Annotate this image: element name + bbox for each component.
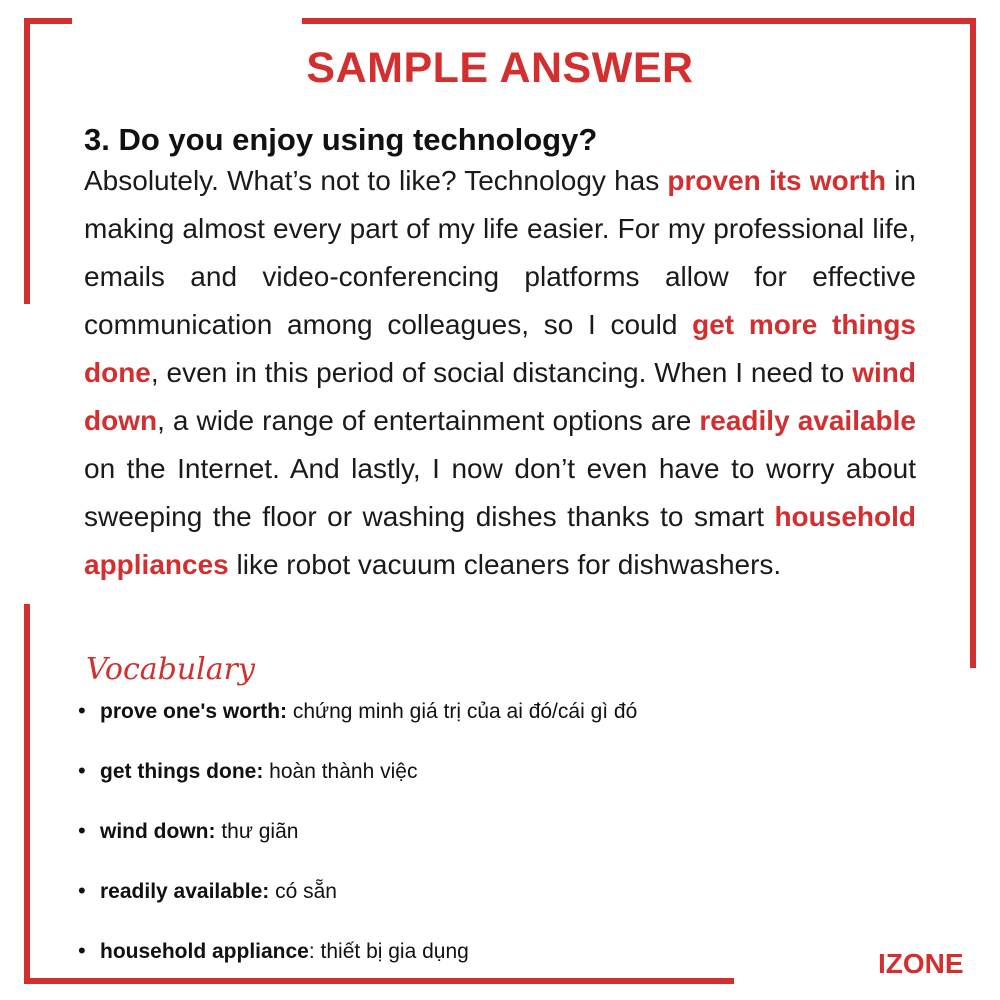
vocabulary-item [78, 870, 637, 930]
vocabulary-meaning: chứng minh giá trị của ai đó/cái gì đó [292, 700, 638, 723]
vocabulary-item [78, 930, 637, 990]
answer-text: like robot vacuum cleaners for dishwashers. [228, 549, 782, 580]
highlight-phrase: household appliances [84, 501, 916, 580]
frame-border-right [970, 18, 976, 668]
highlight-phrase: get more things done [84, 309, 916, 388]
bullet-icon: • [78, 878, 86, 903]
answer-paragraph [84, 157, 916, 589]
term-separator: : [308, 940, 321, 963]
vocabulary-term: wind down: [100, 820, 216, 843]
page-title: SAMPLE ANSWER [306, 44, 694, 92]
frame-border-left-lower [24, 604, 30, 984]
bullet-icon: • [78, 818, 86, 843]
vocabulary-item [78, 750, 637, 810]
bullet-icon: • [78, 698, 86, 723]
frame-border-top-left [24, 18, 72, 24]
brand-logo: IZONE [878, 948, 964, 979]
answer-text: Absolutely. What’s not to like? Technology has [84, 165, 668, 196]
vocabulary-meaning: hoàn thành việc [269, 760, 418, 783]
vocabulary-meaning: có sẵn [275, 880, 337, 903]
highlight-phrase: wind down [84, 357, 916, 436]
answer-text: on the Internet. And lastly, I now don’t even have to worry about sweeping the floor or washing dishes thanks to smart [84, 453, 916, 532]
question-heading: 3. Do you enjoy using technology? [84, 122, 598, 157]
bullet-icon: • [78, 758, 86, 783]
answer-text: in making almost every part of my life easier. For my professional life, emails and video-conferencing platforms allow for effective communication among colleagues, so I could [84, 165, 916, 340]
vocabulary-item [78, 690, 637, 750]
answer-text: , even in this period of social distancing. When I need to [150, 357, 853, 388]
highlight-phrase: proven its worth [667, 165, 887, 196]
bullet-icon: • [78, 938, 86, 963]
vocabulary-meaning: thư giãn [221, 820, 299, 843]
frame-border-top-right [302, 18, 976, 24]
highlight-phrase: readily available [699, 405, 917, 436]
vocabulary-term: household appliance [100, 940, 309, 963]
vocabulary-term: prove one's worth: [100, 700, 288, 723]
vocabulary-term: readily available: [100, 880, 270, 903]
vocabulary-list [78, 690, 637, 990]
vocabulary-meaning: thiết bị gia dụng [320, 940, 469, 963]
answer-text: , a wide range of entertainment options are [157, 405, 700, 436]
vocabulary-item [78, 810, 637, 870]
vocabulary-heading: Vocabulary [86, 652, 255, 687]
vocabulary-term: get things done: [100, 760, 264, 783]
